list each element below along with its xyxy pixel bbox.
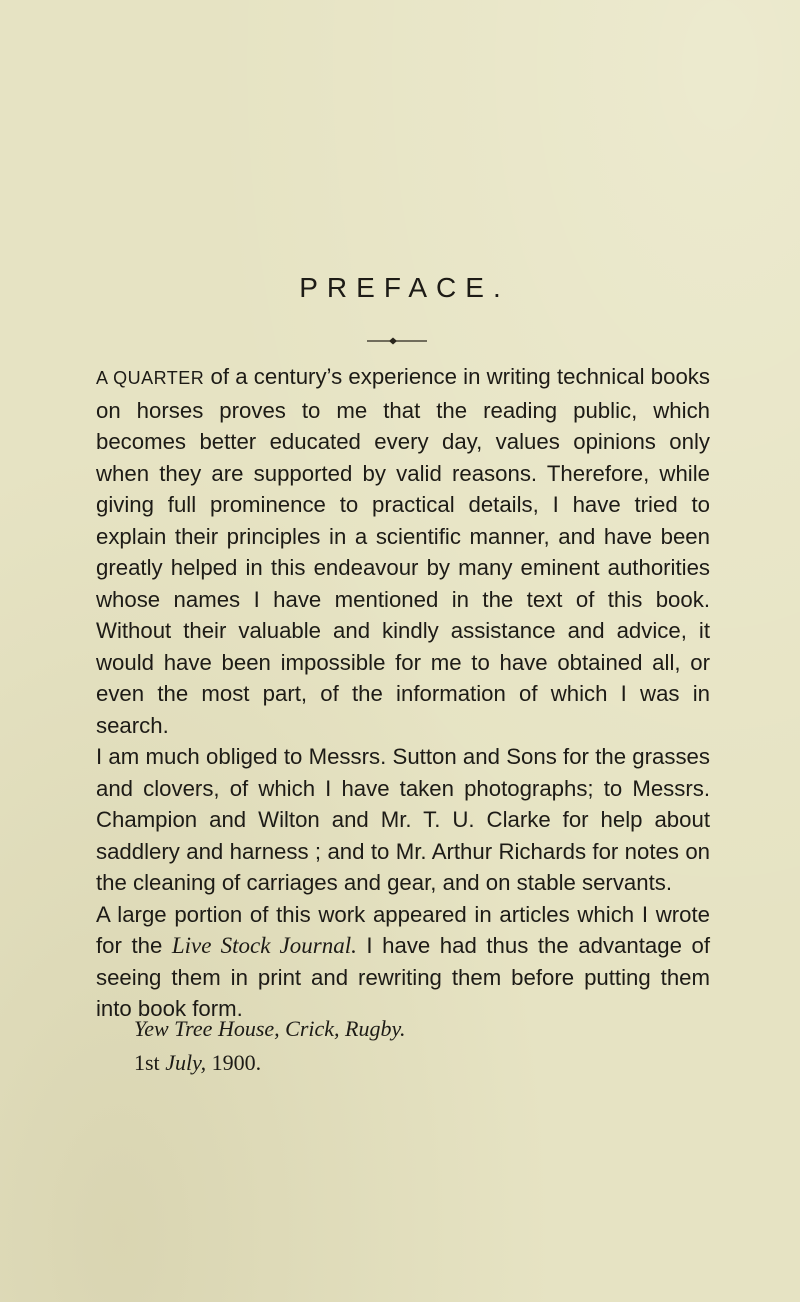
paragraph-3: [96, 899, 710, 1025]
opening-smallcaps: A QUARTER: [96, 368, 205, 388]
dateline: [134, 1048, 261, 1078]
date-month: July,: [165, 1050, 207, 1075]
signoff-address: Yew Tree House, Crick, Rugby.: [134, 1016, 406, 1041]
journal-title: Live Stock Journal.: [171, 933, 357, 958]
preface-body: [96, 361, 710, 1025]
rule-with-diamond-icon: [367, 335, 427, 347]
page-title: PREFACE.: [299, 272, 510, 303]
paragraph-1: [96, 361, 710, 741]
date-year: 1900.: [211, 1050, 262, 1075]
date-day: 1st: [134, 1050, 160, 1075]
paragraph-2: [96, 741, 710, 899]
paragraph-1-text: of a century’s experience in writing technical books on horses proves to me that the reading public, which becomes better educated every day, values opinions only when they are supported by valid reasons. Therefore, while giving full prominence to practical details, I have tried to explain their principles in a scientific manner, and have been greatly helped in this endeavour by many eminent authorities whose names I have mentioned in the text of this book. Without their valuable and kindly assistance and advice, it would have been impossible for me to have obtained all, or even the most part, of the information of which I was in search.: [96, 364, 710, 738]
paragraph-2-text: I am much obliged to Messrs. Sutton and Sons for the grasses and clovers, of which I have taken photographs; to Messrs. Champion and Wilton and Mr. T. U. Clarke for help about saddlery and harness ; and to Mr. Arthur Richards for notes on the cleaning of carriages and gear, and on stable servants.: [96, 744, 710, 895]
paragraph-3-text-after: I have had thus the advantage of seeing them in print and rewriting them before putting them into book form.: [96, 933, 710, 1021]
paragraph-3-text-before: A large portion of this work appeared in articles which I wrote for the: [96, 901, 710, 958]
